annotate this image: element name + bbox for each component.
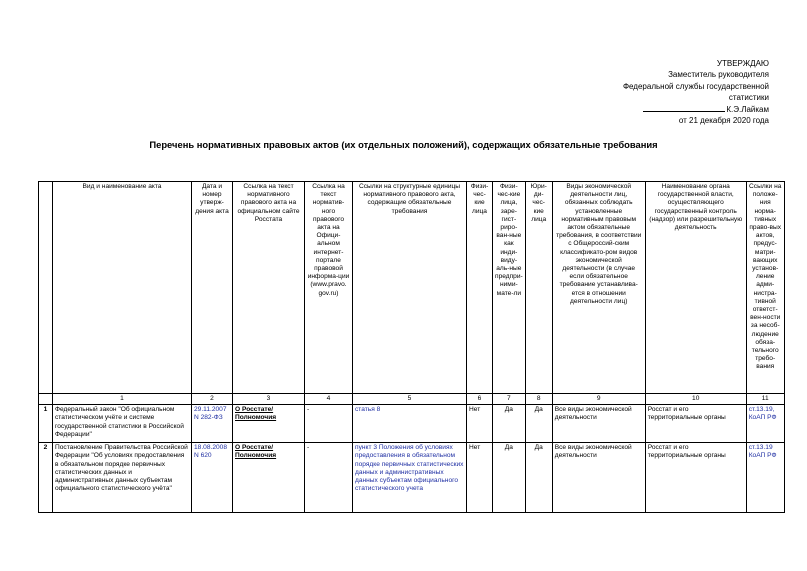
row-index: 1 xyxy=(39,405,53,443)
column-number-row xyxy=(39,394,785,405)
header-cell-activities: Виды экономической деятельности лиц, обязанных соблюдать установленные нормативным правовым актом обязательные требования, в соответствии с Общероссий-ским классификато-ром видов экономической деятельности (в случае если обязательное требование устанавлива-ется в отношении деятельности лиц) xyxy=(552,182,645,394)
table-row xyxy=(39,405,785,443)
column-number: 5 xyxy=(353,394,467,405)
column-number: 4 xyxy=(305,394,353,405)
row-index: 2 xyxy=(39,443,53,513)
structural-units-link[interactable]: статья 8 xyxy=(353,405,467,443)
column-number: 8 xyxy=(525,394,552,405)
header-cell-liability: Ссылки на положе-ния норма-тивных право-вых актов, предус-матри-вающих установ-ление адми-нистра-тивной ответст-вен-ности за несоб-людение обяза-тельного требо-вания xyxy=(746,182,784,394)
column-number: 10 xyxy=(645,394,746,405)
column-number: 11 xyxy=(746,394,784,405)
pravo-link: - xyxy=(305,443,353,513)
rosstat-link[interactable]: О Росстате/ Полномочия xyxy=(235,406,277,422)
approval-line-3: статистики xyxy=(728,93,769,103)
act-date-link[interactable]: 18.08.2008 N 620 xyxy=(192,443,233,513)
header-cell-authority: Наименование органа государственной власти, осуществляющего государственный контроль (надзор) или разрешительную деятельность xyxy=(645,182,746,394)
activities-text: Все виды экономической деятельности xyxy=(552,443,645,513)
header-cell-ip: Физи-чес-кие лица, заре-гист-риро-ван-ные как инди-виду-аль-ные предпри-ними-мате-ли xyxy=(493,182,526,394)
column-number: 6 xyxy=(467,394,493,405)
approval-block xyxy=(549,58,769,126)
table-row xyxy=(39,443,785,513)
column-number: 7 xyxy=(493,394,526,405)
approval-date: от 21 декабря 2020 года xyxy=(678,116,769,126)
pravo-link: - xyxy=(305,405,353,443)
authority-text: Росстат и его территориальные органы xyxy=(645,405,746,443)
header-cell-act: Вид и наименование акта xyxy=(53,182,192,394)
approval-line-2: Федеральной службы государственной xyxy=(622,81,769,91)
approval-signature xyxy=(549,104,769,115)
rosstat-link[interactable]: О Росстате/ Полномочия xyxy=(235,444,277,460)
entrepreneurs-flag: Да xyxy=(493,405,526,443)
header-cell-units: Ссылки на структурные единицы нормативного правового акта, содержащие обязательные требования xyxy=(353,182,467,394)
header-cell-pravo-link: Ссылка на текст норматив-ного правового акта на Офици-альном интернет-портале правовой информа-ции (www.pravo. gov.ru) xyxy=(305,182,353,394)
legal-entities-flag: Да xyxy=(525,443,552,513)
physical-persons-flag: Нет xyxy=(467,443,493,513)
header-cell-legal: Юри-ди-чес-кие лица xyxy=(525,182,552,394)
authority-text: Росстат и его территориальные органы xyxy=(645,443,746,513)
column-number: 1 xyxy=(53,394,192,405)
legal-entities-flag: Да xyxy=(525,405,552,443)
signer-name: К.Э.Лайкам xyxy=(726,104,769,114)
act-name: Федеральный закон "Об официальном статистическом учёте и системе государственной статистики в Российской Федерации" xyxy=(53,405,192,443)
act-date-link[interactable]: 29.11.2007 N 282-ФЗ xyxy=(192,405,233,443)
liability-link[interactable]: ст.13.19 КоАП РФ xyxy=(746,443,784,513)
header-cell-index xyxy=(39,182,53,394)
approval-heading: УТВЕРЖДАЮ xyxy=(716,59,769,68)
column-number: 2 xyxy=(192,394,233,405)
entrepreneurs-flag: Да xyxy=(493,443,526,513)
structural-units-link[interactable]: пункт 3 Положения об условиях предоставления в обязательном порядке первичных статистических данных и административных данных субъектам официального статистического учета xyxy=(353,443,467,513)
approval-line-1: Заместитель руководителя xyxy=(668,70,769,80)
document-title: Перечень нормативных правовых актов (их отдельных положений), содержащих обязательные требования xyxy=(149,139,658,150)
column-number xyxy=(39,394,53,405)
act-name: Постановление Правительства Российской Федерации "Об условиях предоставления в обязательном порядке первичных статистических данных и административных данных субъектам официального статистического учёта" xyxy=(53,443,192,513)
signature-line xyxy=(643,104,725,112)
header-cell-phys: Физи-чес-кие лица xyxy=(467,182,493,394)
physical-persons-flag: Нет xyxy=(467,405,493,443)
activities-text: Все виды экономической деятельности xyxy=(552,405,645,443)
column-number: 9 xyxy=(552,394,645,405)
liability-link[interactable]: ст.13.19, КоАП РФ xyxy=(746,405,784,443)
header-row xyxy=(39,182,785,394)
acts-table xyxy=(38,181,785,513)
column-number: 3 xyxy=(233,394,305,405)
header-cell-rosstat-link: Ссылка на текст нормативного правового акта на официальном сайте Росстата xyxy=(233,182,305,394)
header-cell-date: Дата и номер утверж-дения акта xyxy=(192,182,233,394)
